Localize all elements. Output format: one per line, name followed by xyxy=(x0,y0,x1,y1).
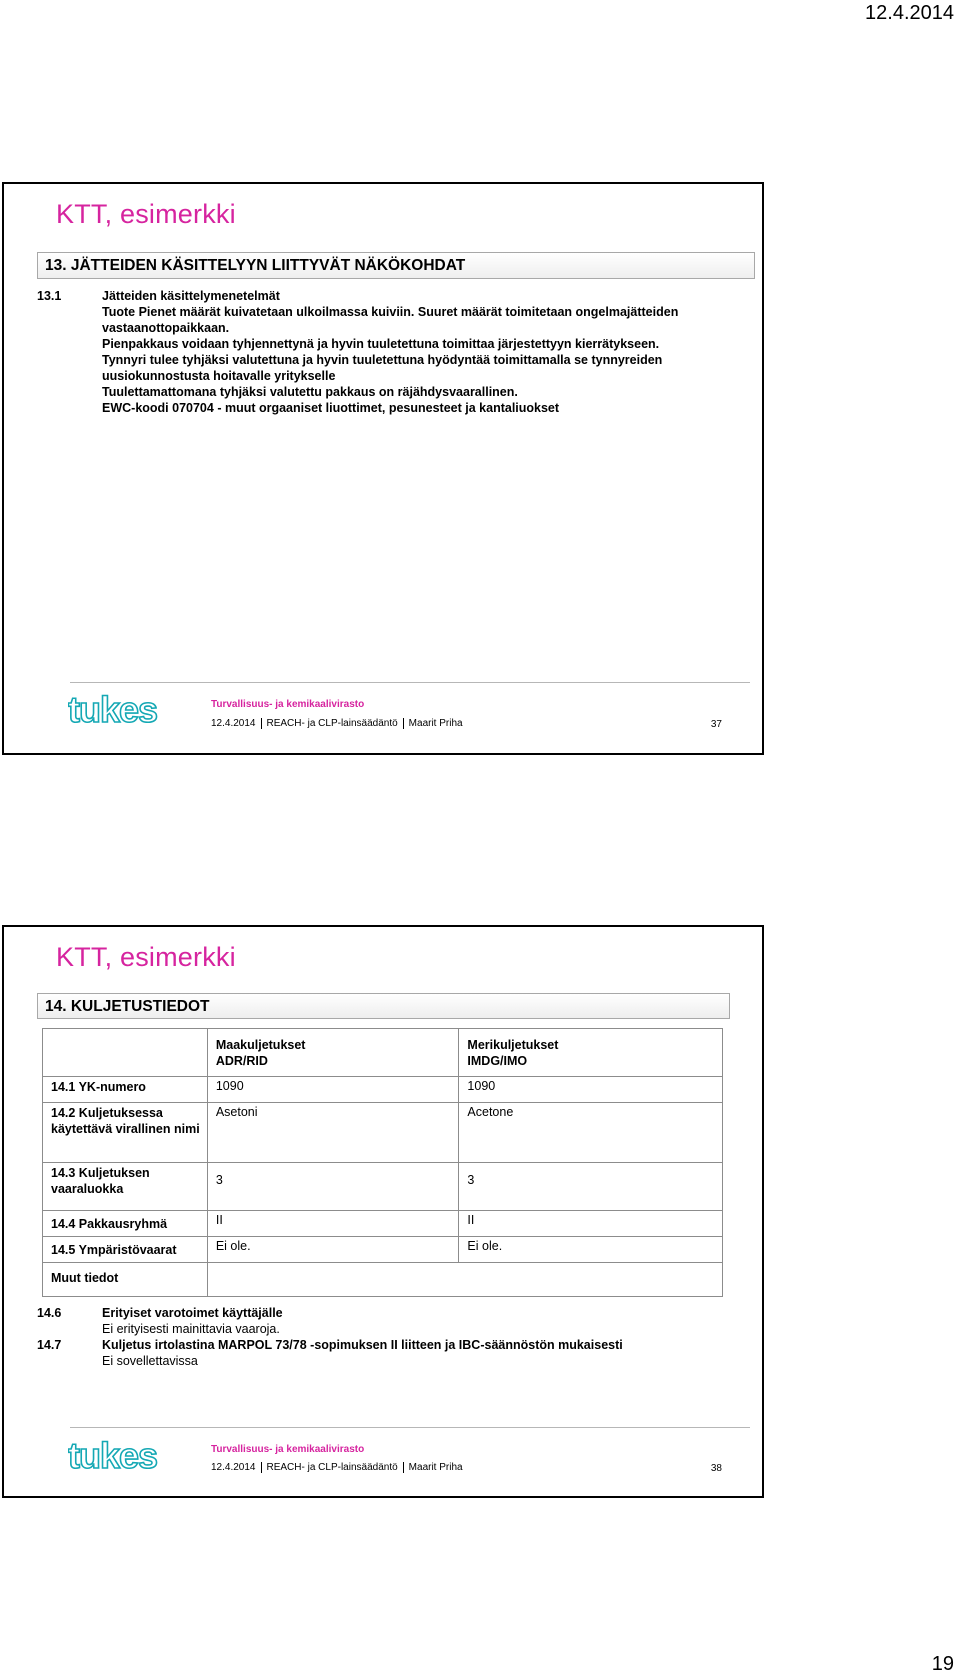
land-value: Asetoni xyxy=(207,1103,459,1163)
footer-date: 12.4.2014 xyxy=(211,1462,256,1474)
table-row xyxy=(43,1263,723,1297)
section-heading: 13. JÄTTEIDEN KÄSITTELYYN LIITTYVÄT NÄKÖKOHDAT xyxy=(37,252,755,279)
text-line: uusiokunnostusta hoitavalle yritykselle xyxy=(102,369,336,383)
sea-value: II xyxy=(459,1211,723,1237)
subsection-title: Jätteiden käsittelymenetelmät xyxy=(102,289,280,303)
footer-info xyxy=(211,718,463,729)
subsection-text: Ei sovellettavissa xyxy=(102,1354,198,1368)
footer-author: Maarit Priha xyxy=(408,1462,463,1474)
subsection-title: Erityiset varotoimet käyttäjälle xyxy=(102,1306,283,1320)
subsection-number: 13.1 xyxy=(37,289,62,303)
svg-text:tukes: tukes xyxy=(68,1438,158,1476)
footer-date: 12.4.2014 xyxy=(211,718,256,730)
row-label: 14.5 Ympäristövaarat xyxy=(43,1237,208,1263)
table-row xyxy=(43,1163,723,1211)
slide-38 xyxy=(2,925,764,1498)
sea-value: Ei ole. xyxy=(459,1237,723,1263)
land-value: Ei ole. xyxy=(207,1237,459,1263)
subsection-text: Ei erityisesti mainittavia vaaroja. xyxy=(102,1322,280,1336)
table-row xyxy=(43,1237,723,1263)
tukes-logo xyxy=(68,692,168,730)
row-label: 14.4 Pakkausryhmä xyxy=(43,1211,208,1237)
sea-value: Acetone xyxy=(459,1103,723,1163)
table-row xyxy=(43,1077,723,1103)
page-number: 19 xyxy=(931,1653,954,1675)
agency-name: Turvallisuus- ja kemikaalivirasto xyxy=(211,1444,365,1455)
sea-value: 1090 xyxy=(459,1077,723,1103)
slide-number: 38 xyxy=(710,1463,722,1474)
column-header-sea: Merikuljetukset IMDG/IMO xyxy=(459,1029,723,1077)
footer-divider xyxy=(70,682,750,683)
sea-value: 3 xyxy=(459,1163,723,1211)
slide-title: KTT, esimerkki xyxy=(56,942,236,972)
footer-author: Maarit Priha xyxy=(408,718,463,730)
page-date: 12.4.2014 xyxy=(865,2,954,24)
text-line: Pienpakkaus voidaan tyhjennettynä ja hyvin tuuletettuna toimittaa järjestettyyn kierrätykseen. xyxy=(102,337,660,351)
table-corner xyxy=(43,1029,208,1077)
text-line: Tuote Pienet määrät kuivatetaan ulkoilmassa kuiviin. Suuret määrät toimitetaan ongelmajätteiden xyxy=(102,305,679,319)
row-label: 14.2 Kuljetuksessa käytettävä virallinen nimi xyxy=(43,1103,208,1163)
land-value: II xyxy=(207,1211,459,1237)
subsection-number: 14.7 xyxy=(37,1338,62,1352)
slide-number: 37 xyxy=(710,719,722,730)
text-line: vastaanottopaikkaan. xyxy=(102,321,230,335)
land-value: 1090 xyxy=(207,1077,459,1103)
slide-title: KTT, esimerkki xyxy=(56,199,236,229)
text-line: Tynnyri tulee tyhjäksi valutettuna ja hyvin tuuletettuna hyödyntää toimittamalla se tynnyreiden xyxy=(102,353,663,367)
svg-text:tukes: tukes xyxy=(68,692,158,730)
table-header-row xyxy=(43,1029,723,1077)
land-value: 3 xyxy=(207,1163,459,1211)
section-13-body xyxy=(37,288,678,416)
row-label: 14.3 Kuljetuksen vaaraluokka xyxy=(43,1163,208,1211)
text-line: EWC-koodi 070704 - muut orgaaniset liuottimet, pesunesteet ja kantaliuokset xyxy=(102,401,560,415)
section-14-extra xyxy=(37,1305,623,1369)
transport-table xyxy=(42,1028,723,1297)
other-info-label: Muut tiedot xyxy=(43,1263,208,1297)
subsection-number: 14.6 xyxy=(37,1306,62,1320)
footer-info xyxy=(211,1462,463,1473)
tukes-logo xyxy=(68,1438,168,1476)
slide-37 xyxy=(2,182,764,755)
footer-topic: REACH- ja CLP-lainsäädäntö xyxy=(266,718,398,730)
column-header-land: Maakuljetukset ADR/RID xyxy=(207,1029,459,1077)
text-line: Tuulettamattomana tyhjäksi valutettu pakkaus on räjähdysvaarallinen. xyxy=(102,385,518,399)
subsection-title: Kuljetus irtolastina MARPOL 73/78 -sopimuksen II liitteen ja IBC-säännöstön mukaisesti xyxy=(102,1338,623,1352)
agency-name: Turvallisuus- ja kemikaalivirasto xyxy=(211,699,365,710)
table-row xyxy=(43,1211,723,1237)
section-heading: 14. KULJETUSTIEDOT xyxy=(37,993,730,1019)
footer-divider xyxy=(70,1427,750,1428)
footer-topic: REACH- ja CLP-lainsäädäntö xyxy=(266,1462,398,1474)
row-label: 14.1 YK-numero xyxy=(43,1077,208,1103)
table-row xyxy=(43,1103,723,1163)
